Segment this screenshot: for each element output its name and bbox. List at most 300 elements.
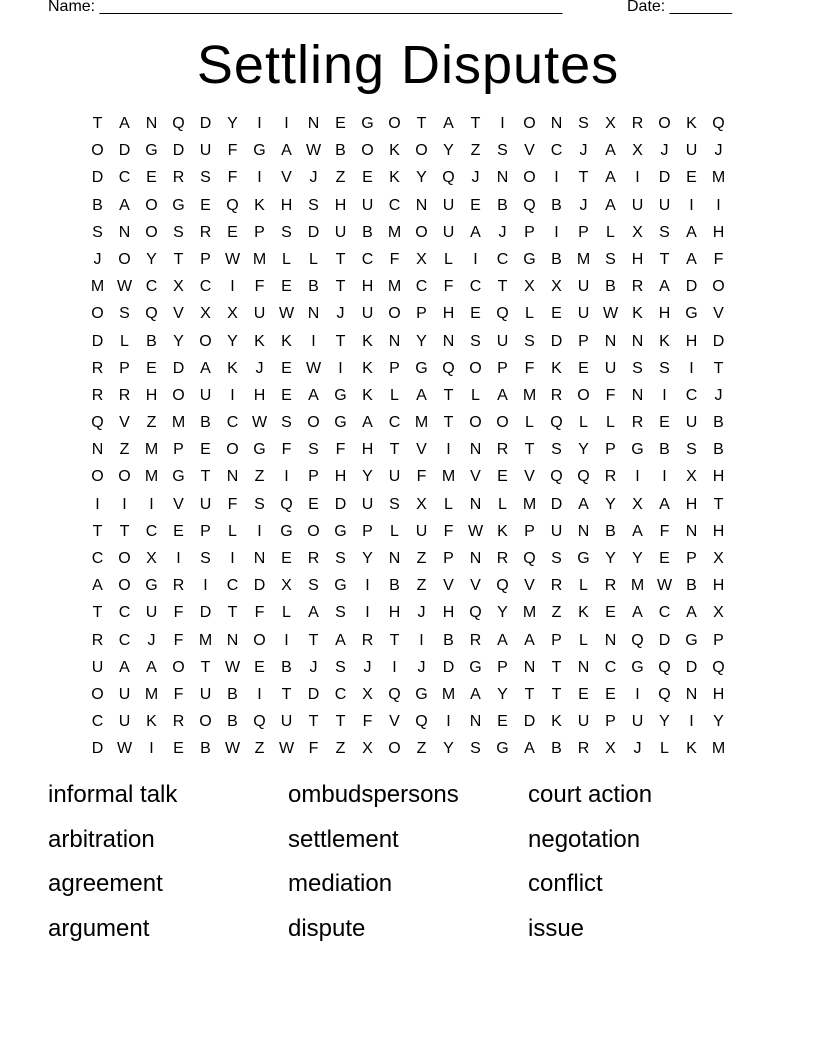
grid-row: [84, 412, 732, 439]
grid-letter: F: [443, 522, 454, 540]
word-list-row: [48, 823, 768, 868]
grid-letter: C: [334, 685, 347, 703]
grid-letter: B: [227, 713, 238, 731]
grid-letter: H: [685, 332, 698, 350]
grid-row: [84, 331, 732, 358]
grid-letter: I: [716, 196, 721, 214]
grid-letter: U: [145, 604, 158, 622]
grid-letter: D: [307, 685, 320, 703]
grid-letter: E: [659, 550, 670, 567]
grid-letter: F: [308, 740, 319, 758]
grid-letter: P: [524, 223, 535, 241]
grid-letter: H: [253, 386, 266, 404]
grid-row: [84, 711, 732, 738]
grid-letter: V: [524, 468, 535, 486]
grid-letter: D: [118, 142, 131, 160]
grid-letter: Z: [416, 577, 427, 595]
word-list: [48, 778, 768, 956]
grid-letter: R: [604, 468, 617, 486]
grid-letter: T: [524, 685, 535, 703]
grid-letter: A: [605, 169, 616, 187]
grid-letter: O: [469, 359, 482, 377]
grid-letter: L: [282, 604, 291, 622]
grid-letter: A: [362, 414, 373, 432]
grid-letter: R: [631, 115, 644, 132]
grid-letter: C: [226, 577, 239, 595]
grid-letter: J: [633, 740, 642, 758]
grid-letter: Y: [416, 169, 427, 187]
grid-letter: N: [685, 522, 698, 540]
grid-letter: Q: [172, 115, 185, 132]
grid-letter: W: [224, 658, 241, 676]
grid-letter: X: [632, 495, 643, 513]
grid-letter: Q: [145, 305, 158, 323]
grid-letter: N: [118, 223, 131, 241]
grid-letter: D: [658, 631, 671, 649]
grid-letter: C: [604, 658, 617, 676]
grid-letter: L: [309, 250, 318, 268]
grid-letter: O: [118, 468, 131, 486]
grid-letter: U: [361, 196, 374, 214]
grid-letter: K: [362, 386, 373, 404]
grid-letter: Z: [416, 550, 427, 567]
grid-letter: K: [659, 332, 670, 350]
grid-letter: U: [91, 658, 104, 676]
grid-letter: N: [604, 631, 617, 649]
grid-letter: F: [173, 685, 184, 703]
grid-letter: A: [686, 250, 697, 268]
grid-letter: Y: [632, 550, 643, 567]
grid-letter: P: [605, 713, 616, 731]
grid-letter: G: [145, 142, 158, 160]
grid-letter: W: [116, 740, 133, 758]
grid-letter: P: [200, 522, 211, 540]
grid-letter: Q: [523, 196, 536, 214]
grid-letter: R: [118, 386, 131, 404]
grid-letter: U: [442, 223, 455, 241]
grid-letter: B: [713, 414, 724, 432]
grid-letter: K: [389, 169, 400, 187]
grid-letter: N: [469, 713, 482, 731]
grid-letter: O: [199, 332, 212, 350]
grid-letter: P: [497, 658, 508, 676]
grid-letter: Q: [631, 631, 644, 649]
grid-letter: I: [689, 359, 694, 377]
grid-letter: G: [172, 468, 185, 486]
grid-letter: H: [361, 441, 374, 459]
grid-letter: L: [579, 631, 588, 649]
grid-row: [84, 657, 732, 684]
grid-letter: T: [227, 604, 238, 622]
grid-letter: H: [388, 604, 401, 622]
grid-letter: B: [551, 740, 562, 758]
grid-letter: I: [311, 332, 316, 350]
grid-row: [84, 195, 732, 222]
grid-letter: N: [442, 332, 455, 350]
grid-letter: O: [172, 658, 185, 676]
grid-letter: Z: [119, 441, 130, 459]
grid-letter: N: [496, 169, 509, 187]
grid-letter: A: [119, 658, 130, 676]
grid-letter: A: [497, 386, 508, 404]
grid-row: [84, 276, 732, 303]
grid-letter: P: [497, 359, 508, 377]
grid-letter: I: [500, 115, 505, 132]
grid-letter: V: [281, 169, 292, 187]
grid-letter: C: [226, 414, 239, 432]
grid-letter: F: [389, 250, 400, 268]
grid-letter: S: [308, 441, 319, 459]
grid-letter: U: [496, 332, 509, 350]
grid-letter: R: [604, 577, 617, 595]
grid-letter: I: [419, 631, 424, 649]
grid-row: [84, 602, 732, 629]
grid-letter: D: [685, 658, 698, 676]
grid-letter: X: [281, 577, 292, 595]
grid-letter: G: [415, 359, 428, 377]
grid-letter: E: [227, 223, 238, 241]
grid-letter: P: [362, 522, 373, 540]
grid-letter: C: [685, 386, 698, 404]
grid-letter: R: [172, 713, 185, 731]
grid-letter: Q: [280, 495, 293, 513]
grid-letter: E: [335, 115, 346, 132]
grid-letter: H: [712, 468, 725, 486]
grid-letter: Z: [335, 740, 346, 758]
grid-letter: A: [470, 223, 481, 241]
grid-letter: Y: [497, 685, 508, 703]
grid-letter: N: [550, 115, 563, 132]
grid-letter: V: [173, 495, 184, 513]
grid-letter: P: [200, 250, 211, 268]
grid-letter: C: [199, 278, 212, 296]
grid-letter: K: [254, 196, 265, 214]
grid-letter: J: [147, 631, 156, 649]
grid-letter: U: [685, 414, 698, 432]
grid-letter: J: [93, 250, 102, 268]
grid-letter: K: [551, 359, 562, 377]
grid-letter: M: [144, 685, 159, 703]
grid-letter: S: [173, 223, 184, 241]
grid-letter: F: [605, 386, 616, 404]
grid-letter: E: [146, 169, 157, 187]
grid-letter: B: [605, 522, 616, 540]
grid-letter: T: [416, 115, 427, 132]
grid-letter: I: [230, 278, 235, 296]
grid-letter: P: [254, 223, 265, 241]
grid-letter: L: [444, 495, 453, 513]
grid-letter: G: [496, 740, 509, 758]
grid-letter: H: [442, 604, 455, 622]
grid-letter: J: [660, 142, 669, 160]
grid-letter: N: [253, 550, 266, 567]
grid-letter: E: [254, 658, 265, 676]
grid-letter: D: [199, 604, 212, 622]
grid-letter: J: [417, 658, 426, 676]
grid-letter: G: [685, 631, 698, 649]
grid-letter: K: [686, 740, 697, 758]
grid-letter: Y: [443, 142, 454, 160]
grid-letter: A: [686, 223, 697, 241]
word-list-item: argument: [48, 914, 150, 942]
grid-letter: T: [551, 685, 562, 703]
word-list-item: settlement: [288, 825, 399, 853]
grid-letter: I: [230, 550, 235, 567]
grid-letter: W: [656, 577, 673, 595]
grid-letter: N: [469, 495, 482, 513]
grid-letter: J: [714, 386, 723, 404]
grid-row: [84, 521, 732, 548]
grid-letter: H: [334, 468, 347, 486]
grid-letter: S: [200, 169, 211, 187]
grid-letter: S: [497, 142, 508, 160]
grid-letter: U: [118, 685, 131, 703]
grid-letter: C: [550, 142, 563, 160]
grid-letter: K: [281, 332, 292, 350]
grid-letter: J: [309, 169, 318, 187]
grid-letter: T: [389, 441, 400, 459]
word-list-item: issue: [528, 914, 585, 942]
grid-letter: Q: [496, 305, 509, 323]
grid-letter: C: [415, 278, 428, 296]
grid-letter: X: [686, 468, 697, 486]
grid-letter: E: [281, 359, 292, 377]
grid-letter: Q: [253, 713, 266, 731]
grid-letter: F: [227, 142, 238, 160]
grid-letter: K: [551, 713, 562, 731]
grid-letter: M: [711, 169, 726, 187]
grid-letter: S: [551, 441, 562, 459]
grid-letter: M: [522, 604, 537, 622]
word-list-item: court action: [528, 781, 653, 808]
grid-letter: O: [145, 196, 158, 214]
grid-letter: E: [200, 441, 211, 459]
grid-letter: B: [92, 196, 103, 214]
grid-letter: X: [227, 305, 238, 323]
grid-letter: T: [173, 250, 184, 268]
grid-letter: U: [118, 713, 131, 731]
grid-letter: D: [334, 495, 347, 513]
grid-row: [84, 385, 732, 412]
grid-letter: E: [605, 685, 616, 703]
grid-letter: L: [606, 414, 615, 432]
grid-letter: T: [281, 685, 292, 703]
grid-letter: D: [172, 142, 185, 160]
grid-letter: S: [119, 305, 130, 323]
grid-letter: M: [441, 468, 456, 486]
grid-row: [84, 222, 732, 249]
grid-letter: B: [659, 441, 670, 459]
grid-letter: R: [469, 631, 482, 649]
grid-letter: U: [550, 522, 563, 540]
grid-letter: O: [577, 386, 590, 404]
grid-letter: M: [630, 577, 645, 595]
grid-letter: L: [228, 522, 237, 540]
grid-letter: P: [389, 359, 400, 377]
grid-letter: P: [578, 332, 589, 350]
grid-letter: O: [361, 142, 374, 160]
grid-letter: V: [470, 577, 481, 595]
grid-letter: G: [145, 577, 158, 595]
grid-letter: M: [252, 250, 267, 268]
grid-letter: P: [524, 522, 535, 540]
grid-letter: B: [200, 740, 211, 758]
grid-letter: K: [254, 332, 265, 350]
grid-letter: S: [659, 359, 670, 377]
grid-letter: Y: [362, 468, 373, 486]
grid-letter: O: [388, 740, 401, 758]
grid-letter: M: [171, 414, 186, 432]
date-field: Date: _______: [627, 0, 732, 15]
grid-letter: W: [224, 250, 241, 268]
grid-letter: B: [605, 278, 616, 296]
grid-letter: B: [686, 577, 697, 595]
grid-letter: Z: [335, 169, 346, 187]
grid-letter: W: [251, 414, 268, 432]
grid-letter: J: [309, 658, 318, 676]
grid-letter: J: [579, 196, 588, 214]
grid-letter: F: [416, 468, 427, 486]
grid-letter: Z: [551, 604, 562, 622]
grid-letter: M: [522, 495, 537, 513]
grid-letter: I: [635, 169, 640, 187]
grid-letter: R: [91, 359, 104, 377]
grid-letter: O: [253, 631, 266, 649]
grid-letter: R: [496, 441, 509, 459]
grid-letter: P: [443, 550, 454, 567]
grid-letter: T: [335, 250, 346, 268]
grid-letter: L: [471, 386, 480, 404]
grid-letter: B: [281, 658, 292, 676]
grid-letter: W: [467, 522, 484, 540]
grid-letter: G: [334, 577, 347, 595]
grid-letter: F: [254, 604, 265, 622]
grid-letter: F: [713, 250, 724, 268]
grid-letter: D: [658, 169, 671, 187]
grid-letter: S: [605, 250, 616, 268]
grid-row: [84, 548, 732, 575]
grid-letter: E: [362, 169, 373, 187]
grid-letter: O: [388, 305, 401, 323]
grid-letter: E: [497, 468, 508, 486]
page-title: Settling Disputes: [196, 35, 620, 95]
word-list-item: dispute: [288, 914, 366, 942]
grid-letter: W: [602, 305, 619, 323]
grid-row: [84, 439, 732, 466]
grid-letter: W: [278, 740, 295, 758]
grid-letter: A: [659, 495, 670, 513]
grid-letter: Q: [523, 550, 536, 567]
grid-letter: M: [441, 685, 456, 703]
grid-letter: A: [443, 115, 454, 132]
grid-letter: Y: [173, 332, 184, 350]
grid-letter: T: [497, 278, 508, 296]
grid-letter: P: [686, 550, 697, 567]
grid-letter: U: [388, 468, 401, 486]
grid-letter: H: [712, 223, 725, 241]
grid-letter: D: [91, 169, 104, 187]
grid-letter: Y: [362, 550, 373, 567]
grid-row: [84, 466, 732, 493]
grid-letter: G: [253, 142, 266, 160]
grid-letter: G: [334, 522, 347, 540]
grid-letter: O: [496, 414, 509, 432]
grid-letter: N: [226, 468, 239, 486]
grid-letter: S: [281, 414, 292, 432]
grid-letter: U: [334, 223, 347, 241]
grid-letter: S: [659, 223, 670, 241]
grid-letter: T: [308, 713, 319, 731]
grid-letter: F: [227, 169, 238, 187]
grid-letter: V: [443, 577, 454, 595]
grid-letter: C: [118, 604, 131, 622]
grid-letter: E: [686, 169, 697, 187]
grid-letter: K: [389, 142, 400, 160]
grid-letter: S: [200, 550, 211, 567]
letter-grid: [84, 113, 732, 766]
grid-letter: O: [145, 223, 158, 241]
grid-letter: V: [119, 414, 130, 432]
grid-letter: P: [605, 441, 616, 459]
grid-letter: N: [631, 386, 644, 404]
grid-letter: D: [91, 740, 104, 758]
grid-letter: S: [335, 604, 346, 622]
grid-row: [84, 249, 732, 276]
grid-letter: E: [605, 604, 616, 622]
grid-letter: K: [686, 115, 697, 132]
grid-letter: I: [446, 441, 451, 459]
grid-letter: Q: [91, 414, 104, 432]
grid-row: [84, 358, 732, 385]
grid-letter: M: [198, 631, 213, 649]
grid-letter: T: [92, 522, 103, 540]
grid-letter: S: [254, 495, 265, 513]
grid-letter: X: [173, 278, 184, 296]
grid-row: [84, 140, 732, 167]
grid-letter: U: [577, 278, 590, 296]
grid-letter: L: [579, 577, 588, 595]
grid-letter: Q: [442, 169, 455, 187]
grid-letter: I: [689, 196, 694, 214]
grid-letter: C: [118, 631, 131, 649]
grid-letter: E: [470, 305, 481, 323]
grid-letter: U: [577, 713, 590, 731]
grid-letter: N: [226, 631, 239, 649]
grid-letter: N: [388, 550, 401, 567]
word-list-item: arbitration: [48, 825, 155, 853]
grid-letter: Q: [442, 359, 455, 377]
grid-letter: O: [307, 414, 320, 432]
grid-letter: R: [91, 631, 104, 649]
grid-letter: W: [116, 278, 133, 296]
grid-letter: D: [550, 332, 563, 350]
grid-letter: O: [388, 115, 401, 132]
grid-letter: Y: [713, 713, 724, 731]
grid-letter: S: [578, 115, 589, 132]
grid-letter: S: [470, 332, 481, 350]
grid-letter: Y: [227, 332, 238, 350]
grid-letter: A: [335, 631, 346, 649]
grid-letter: O: [415, 142, 428, 160]
grid-letter: D: [91, 332, 104, 350]
grid-letter: A: [524, 740, 535, 758]
grid-letter: Q: [712, 115, 725, 132]
grid-letter: W: [305, 359, 322, 377]
grid-letter: A: [605, 196, 616, 214]
grid-letter: E: [308, 495, 319, 513]
grid-letter: B: [713, 441, 724, 459]
grid-letter: J: [579, 142, 588, 160]
